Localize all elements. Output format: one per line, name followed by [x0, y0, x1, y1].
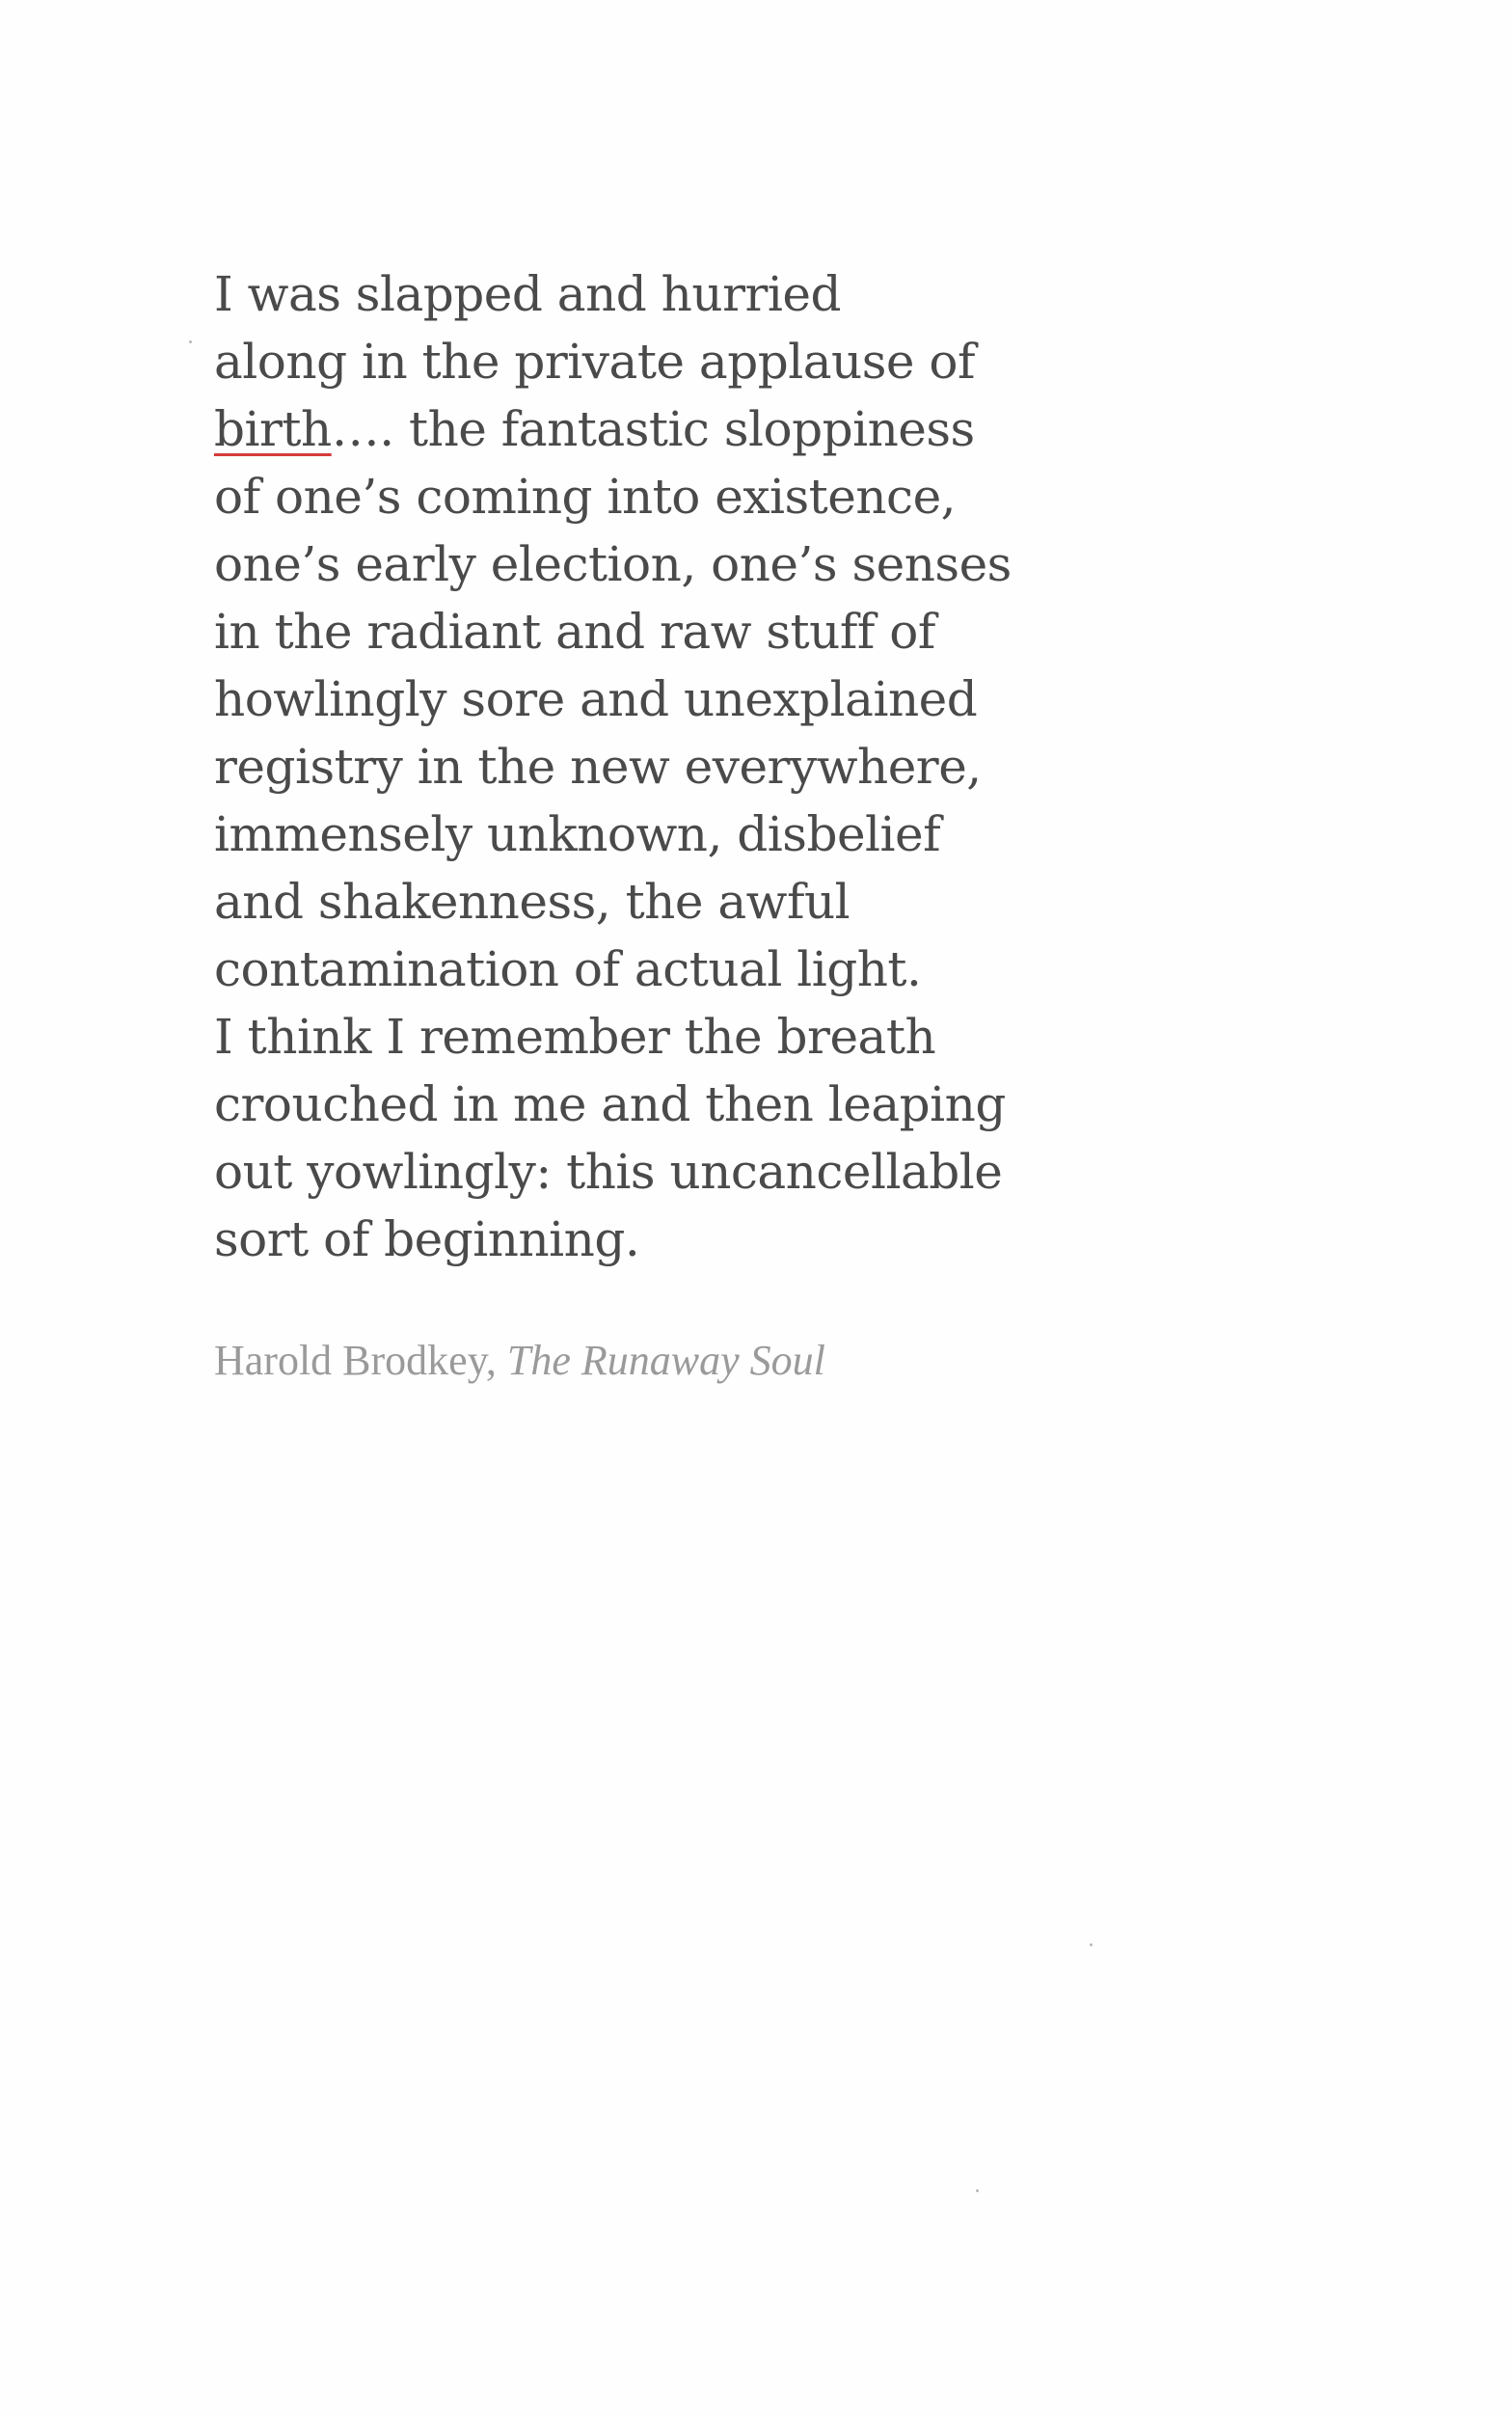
paper-speck [189, 340, 192, 343]
epigraph-line: immensely unknown, disbelief [214, 806, 941, 862]
epigraph-line: and shakenness, the awful [214, 874, 850, 930]
paper-speck [976, 2189, 979, 2192]
epigraph-line-continuation: …. the fantastic sloppiness [331, 401, 975, 457]
attribution-work-title: The Runaway Soul [506, 1337, 825, 1384]
underlined-word-birth: birth [214, 401, 332, 457]
epigraph-line: in the radiant and raw stuff of [214, 604, 935, 660]
paper-speck [1090, 1943, 1093, 1946]
epigraph-line: I think I remember the breath [214, 1009, 936, 1065]
attribution [214, 1336, 825, 1385]
epigraph-line: registry in the new everywhere, [214, 739, 982, 795]
epigraph-line: out yowlingly: this uncancellable [214, 1144, 1003, 1200]
attribution-author: Harold Brodkey, [214, 1337, 497, 1384]
epigraph-line: along in the private applause of [214, 334, 975, 390]
epigraph-line: one’s early election, one’s senses [214, 536, 1012, 592]
epigraph-line: contamination of actual light. [214, 941, 922, 997]
epigraph-quote [214, 260, 1082, 1273]
epigraph-line: of one’s coming into existence, [214, 469, 957, 525]
epigraph-line: crouched in me and then leaping [214, 1076, 1006, 1132]
epigraph-line: howlingly sore and unexplained [214, 671, 978, 727]
epigraph-line [214, 395, 1082, 463]
epigraph-line: sort of beginning. [214, 1211, 640, 1267]
epigraph-line: I was slapped and hurried [214, 266, 841, 322]
